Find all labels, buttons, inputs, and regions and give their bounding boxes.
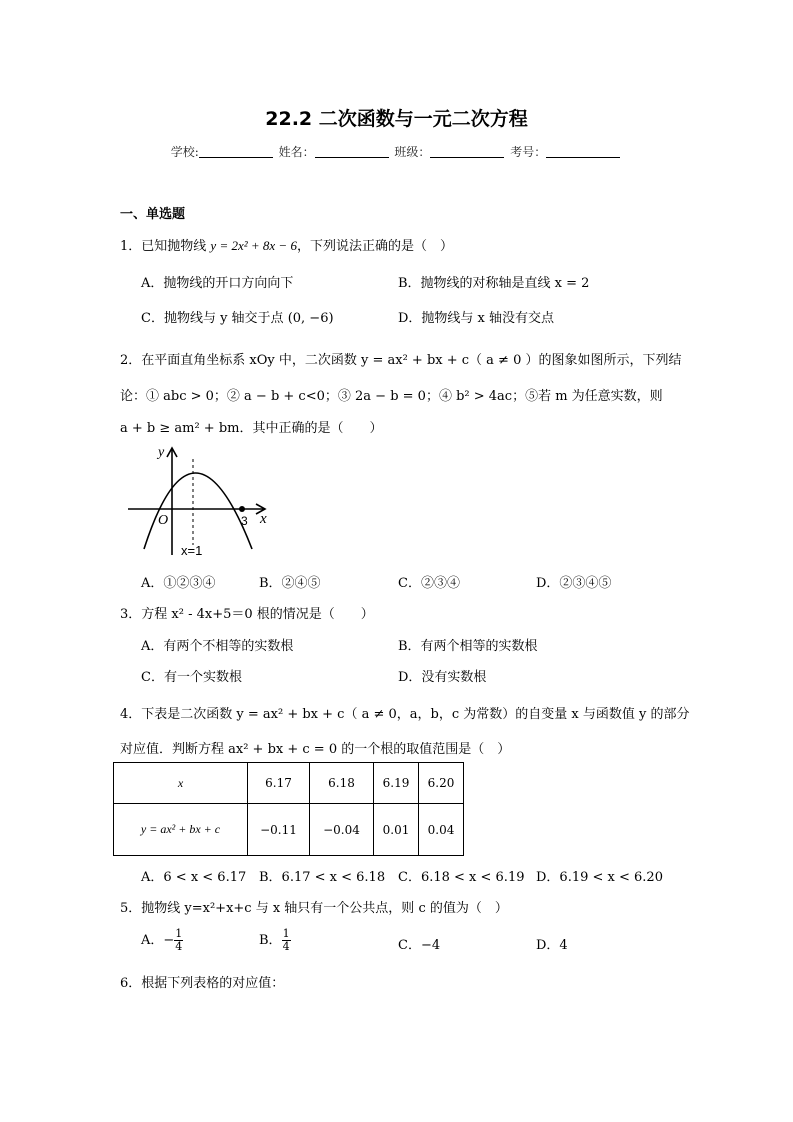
q4-option-a[interactable]: A．6 < x < 6.17	[141, 870, 247, 885]
value-table	[113, 762, 464, 856]
q1-option-a[interactable]: A．抛物线的开口方向向下	[141, 276, 294, 291]
q1-option-c[interactable]: C．抛物线与 y 轴交于点 (0, −6)	[141, 311, 334, 326]
q2-line-3: a + b ≥ am² + bm．其中正确的是（ ）	[120, 421, 383, 436]
q4-option-d[interactable]: D．6.19 < x < 6.20	[536, 870, 663, 885]
q3-stem: 3．方程 x² - 4x+5＝0 根的情况是（ ）	[120, 607, 374, 622]
school-label: 学校:	[170, 145, 199, 159]
q4-line-1: 4．下表是二次函数 y = ax² + bx + c（ a ≠ 0，a，b，c 为常数）的自变量 x 与函数值 y 的部分	[120, 707, 690, 722]
q1-option-d[interactable]: D．抛物线与 x 轴没有交点	[398, 311, 555, 326]
origin-label: O	[158, 513, 169, 528]
table-row	[114, 804, 464, 856]
q5-a-prefix: A．−	[141, 933, 175, 948]
table-cell: 0.01	[374, 804, 419, 856]
table-cell: 6.18	[310, 763, 374, 804]
parabola-curve	[144, 473, 252, 549]
q2-option-a[interactable]: A．①②③④	[141, 576, 216, 591]
cell-text: y = ax² + bx + c	[140, 822, 221, 836]
q5-option-c[interactable]: C．−4	[398, 938, 441, 953]
parabola-graph	[124, 443, 274, 561]
y-label: y	[158, 445, 165, 460]
denominator: 4	[175, 940, 183, 953]
q1-formula: y = 2x² + 8x − 6	[210, 238, 297, 253]
table-cell: 6.19	[374, 763, 419, 804]
table-cell: 6.17	[248, 763, 310, 804]
q2-option-b[interactable]: B．②④⑤	[259, 576, 321, 591]
q4-option-b[interactable]: B．6.17 < x < 6.18	[259, 870, 386, 885]
section-heading: 一、单选题	[120, 207, 186, 222]
q5-option-a[interactable]	[141, 928, 183, 953]
table-cell	[114, 804, 248, 856]
x-label: x	[260, 511, 267, 527]
root-label: 3	[241, 514, 248, 528]
axis-of-symmetry-label: x=1	[181, 543, 203, 558]
school-blank	[199, 145, 273, 158]
exam-no-label: 考号：	[510, 145, 547, 159]
cell-text: x	[177, 775, 184, 790]
q3-option-c[interactable]: C．有一个实数根	[141, 670, 242, 685]
q3-option-a[interactable]: A．有两个不相等的实数根	[141, 639, 294, 654]
q1-option-b[interactable]: B．抛物线的对称轴是直线 x = 2	[398, 276, 590, 291]
table-cell: −0.04	[310, 804, 374, 856]
q1-stem-b: ，下列说法正确的是（ ）	[296, 239, 453, 254]
q5-b-fraction	[282, 928, 291, 953]
table-cell: 6.20	[419, 763, 464, 804]
exam-no-blank	[546, 145, 620, 158]
denominator: 4	[282, 940, 290, 953]
q1-stem-a: 1．已知抛物线	[120, 239, 207, 254]
q5-option-b[interactable]	[259, 928, 291, 953]
q2-option-c[interactable]: C．②③④	[398, 576, 460, 591]
q2-line-1: 2．在平面直角坐标系 xOy 中，二次函数 y = ax² + bx + c（ a ≠ 0 ）的图象如图所示，下列结	[120, 353, 682, 368]
q3-option-b[interactable]: B．有两个相等的实数根	[398, 639, 538, 654]
q5-a-fraction	[174, 928, 183, 953]
q5-stem: 5．抛物线 y=x²+x+c 与 x 轴只有一个公共点，则 c 的值为（ ）	[120, 901, 508, 916]
numerator: 1	[282, 927, 290, 940]
student-info-line	[0, 143, 793, 160]
table-cell: −0.11	[248, 804, 310, 856]
q2-line-2: 论：① abc > 0；② a − b + c<0；③ 2a − b = 0；④ b² > 4ac；⑤若 m 为任意实数，则	[120, 389, 663, 404]
numerator: 1	[175, 927, 183, 940]
root-point	[239, 506, 245, 512]
class-blank	[430, 145, 504, 158]
q6-stem: 6．根据下列表格的对应值：	[120, 976, 285, 991]
q5-b-prefix: B．	[259, 933, 282, 948]
page-title: 22.2 二次函数与一元二次方程	[265, 108, 528, 130]
q5-option-d[interactable]: D．4	[536, 938, 568, 953]
table-row	[114, 763, 464, 804]
class-label: 班级：	[394, 145, 431, 159]
table-cell: 0.04	[419, 804, 464, 856]
q4-option-c[interactable]: C．6.18 < x < 6.19	[398, 870, 525, 885]
q4-line-2: 对应值．判断方程 ax² + bx + c = 0 的一个根的取值范围是（ ）	[120, 742, 511, 757]
name-blank	[315, 145, 389, 158]
q2-option-d[interactable]: D．②③④⑤	[536, 576, 612, 591]
q3-option-d[interactable]: D．没有实数根	[398, 670, 487, 685]
question-1-stem	[120, 235, 453, 254]
name-label: 姓名：	[278, 145, 315, 159]
table-cell	[114, 763, 248, 804]
